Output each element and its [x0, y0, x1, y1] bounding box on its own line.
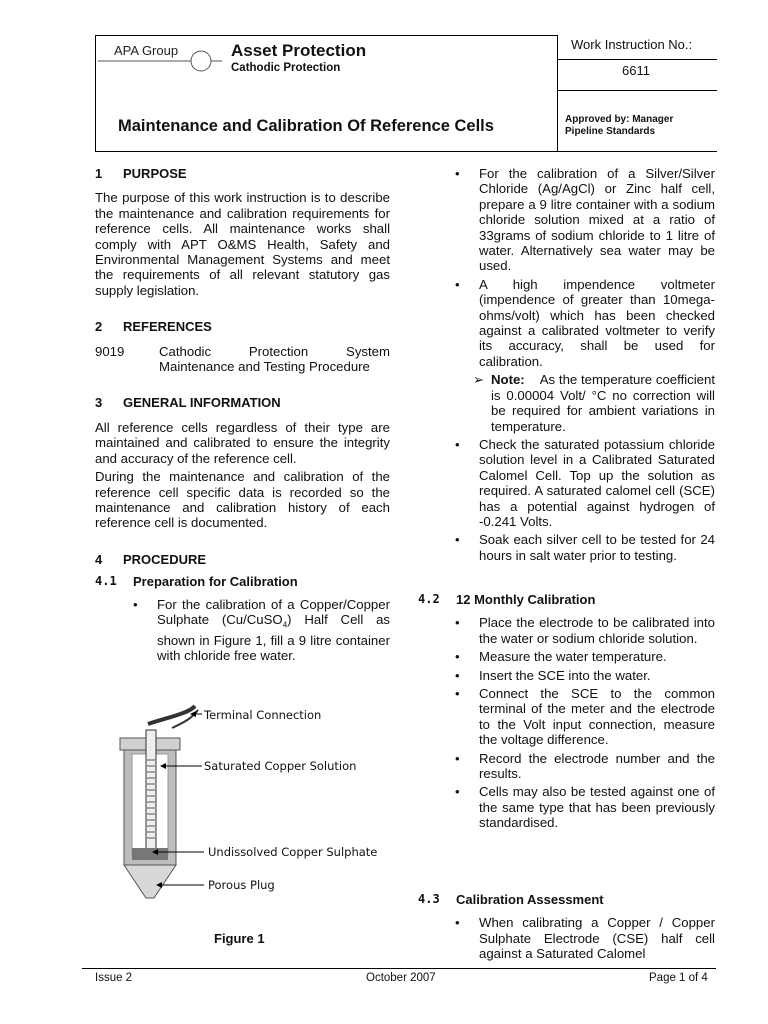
section-title: REFERENCES: [123, 319, 212, 335]
reference-item: [95, 344, 390, 375]
section-number: 4: [95, 551, 103, 567]
bullet-text: Cells may also be tested against one of the same type that has been previously standardised.: [479, 784, 715, 831]
note-text-wrapper: [491, 372, 715, 434]
subsection-4-1-heading: [95, 574, 390, 589]
bullet-icon: •: [455, 436, 460, 452]
company-logo: [98, 42, 222, 78]
bullet-icon: •: [455, 649, 460, 665]
terminal-wire: [148, 706, 195, 724]
assessment-bullets: [455, 915, 715, 961]
section-title: PURPOSE: [123, 166, 187, 181]
note-item: [473, 372, 715, 434]
bullet-text: When calibrating a Copper / Copper Sulphate Electrode (CSE) half cell against a Saturated Calomel: [479, 915, 715, 962]
header-title: Asset Protection: [231, 41, 367, 60]
subsection-number: 4.3: [418, 892, 440, 906]
section-references-heading: [95, 319, 390, 334]
general-paragraph-1: All reference cells regardless of their type are maintained and calibrated to ensure the integrity and accuracy of the reference cell.: [95, 419, 390, 466]
list-item: [455, 277, 715, 369]
logo-text: APA Group: [114, 43, 179, 58]
list-item: [455, 437, 715, 529]
note-text: As the temperature coefficient is 0.00004 Volt/ °C no correction will be required for ambient variations in temperature.: [491, 372, 716, 434]
list-item: [455, 915, 715, 961]
subsection-title: 12 Monthly Calibration: [456, 592, 596, 607]
list-item: [455, 615, 715, 646]
subsection-title: Calibration Assessment: [456, 892, 604, 907]
section-number: 3: [95, 395, 103, 411]
section-purpose-heading: [95, 166, 390, 181]
bullet-text-part: ) Half Cell as shown in Figure 1, fill a 9 litre container with chloride free water.: [157, 611, 390, 664]
monthly-bullets: [455, 615, 715, 830]
half-cell-diagram: [110, 700, 390, 910]
footer-issue: Issue 2: [95, 972, 133, 984]
bullet-text-part: For the calibration of a Copper/Copper Sulphate (Cu/CuSO: [157, 596, 390, 627]
footer-rule: [82, 968, 716, 969]
note-label: Note:: [491, 372, 525, 388]
approved-line-2: Pipeline Standards: [565, 126, 656, 137]
work-instruction-label: Work Instruction No.:: [571, 37, 693, 52]
work-instruction-number: 6611: [622, 63, 650, 78]
list-item: [455, 686, 715, 748]
list-item: [455, 668, 715, 683]
subsection-number: 4.1: [95, 574, 117, 589]
subsection-4-3-heading: [418, 892, 715, 907]
approved-by: [565, 114, 673, 138]
undissolved-copper-sulphate: [132, 848, 168, 860]
bullet-icon: •: [455, 667, 460, 683]
section-number: 1: [95, 166, 103, 181]
section-general-heading: [95, 395, 390, 410]
bullet-icon: •: [133, 596, 138, 612]
reference-code: 9019: [95, 343, 125, 359]
section-4-3: [418, 892, 715, 965]
footer-page: Page 1 of 4: [649, 972, 708, 984]
purpose-text: The purpose of this work instruction is to describe the maintenance and calibration requirements for reference cells. All maintenance works shall comply with APT O&MS Health, Safety and Environmental Management Systems and meet the requirements of all relevant statutory gas supply legislation.: [95, 190, 390, 298]
bullet-text: Insert the SCE into the water.: [479, 667, 651, 683]
calibration-bullets: [455, 166, 715, 563]
bullet-icon: •: [455, 686, 460, 702]
figure-caption: Figure 1: [214, 931, 265, 946]
reference-title: Cathodic Protection System Maintenance and Testing Procedure: [159, 343, 390, 375]
list-item: [455, 532, 715, 563]
header-subtitle: Cathodic Protection: [231, 62, 341, 74]
bullet-text: Soak each silver cell to be tested for 24 hours in salt water prior to testing.: [479, 532, 715, 563]
list-item: [455, 649, 715, 664]
bullet-text: [157, 597, 390, 664]
bullet-icon: •: [455, 532, 460, 548]
bullet-icon: •: [455, 166, 460, 181]
list-item: [455, 784, 715, 830]
section-4-2: [418, 592, 715, 834]
label-undissolved: Undissolved Copper Sulphate: [208, 845, 378, 859]
bullet-icon: •: [455, 784, 460, 800]
section-procedure-heading: [95, 552, 390, 567]
bullet-text: Check the saturated potassium chloride solution level in a Calibrated Saturated Calomel Cell. Top up the solution as required. A saturated calomel cell (SCE) has a potential against hydrogen of -0.241 Volts.: [479, 436, 715, 529]
general-paragraph-2: During the maintenance and calibration of the reference cell specific data is recorded so the maintenance and calibration history of each reference cell is documented.: [95, 469, 390, 531]
porous-plug: [124, 865, 176, 898]
bullet-text: Place the electrode to be calibrated into the water or sodium chloride solution.: [479, 615, 715, 646]
subscript: 4: [282, 620, 288, 630]
footer-date: October 2007: [366, 972, 436, 984]
section-title: GENERAL INFORMATION: [123, 395, 281, 411]
right-column: [455, 166, 715, 566]
figure-1: [110, 700, 390, 910]
section-number: 2: [95, 319, 103, 335]
bullet-icon: •: [455, 915, 460, 931]
section-title: PROCEDURE: [123, 551, 207, 567]
bullet-icon: •: [455, 750, 460, 766]
bullet-text: Record the electrode number and the results.: [479, 750, 715, 782]
arrow-bullet-icon: ➢: [473, 372, 485, 388]
list-item: [133, 597, 390, 664]
label-terminal: Terminal Connection: [204, 708, 322, 722]
bullet-icon: •: [455, 615, 460, 631]
subsection-4-2-heading: [418, 592, 715, 607]
bullet-text: Measure the water temperature.: [479, 649, 667, 665]
label-saturated: Saturated Copper Solution: [204, 759, 357, 773]
document-title: Maintenance and Calibration Of Reference Cells: [118, 117, 494, 135]
label-porous: Porous Plug: [208, 878, 275, 892]
subsection-title: Preparation for Calibration: [133, 574, 298, 590]
list-item: [455, 751, 715, 782]
approved-line-1: Approved by: Manager: [565, 114, 674, 125]
left-column: [95, 166, 390, 667]
bullet-text: For the calibration of a Silver/Silver Chloride (Ag/AgCl) or Zinc half cell, prepare a 9 litre container with a sodium chloride solution mixed at a ratio of 33grams of sodium chloride to 1 litre of water. Alternatively sea water may be used.: [479, 166, 715, 274]
list-item: [455, 166, 715, 274]
subsection-number: 4.2: [418, 592, 440, 606]
bullet-icon: •: [455, 276, 460, 292]
bullet-text: A high impendence voltmeter (impendence of greater than 10mega-ohms/volt) which has been checked against a calibrated voltmeter to verify its accuracy, shall be used for calibration.: [479, 276, 715, 369]
bullet-text: Connect the SCE to the common terminal of the meter and the electrode to the Volt input connection, measure the voltage difference.: [479, 686, 715, 748]
